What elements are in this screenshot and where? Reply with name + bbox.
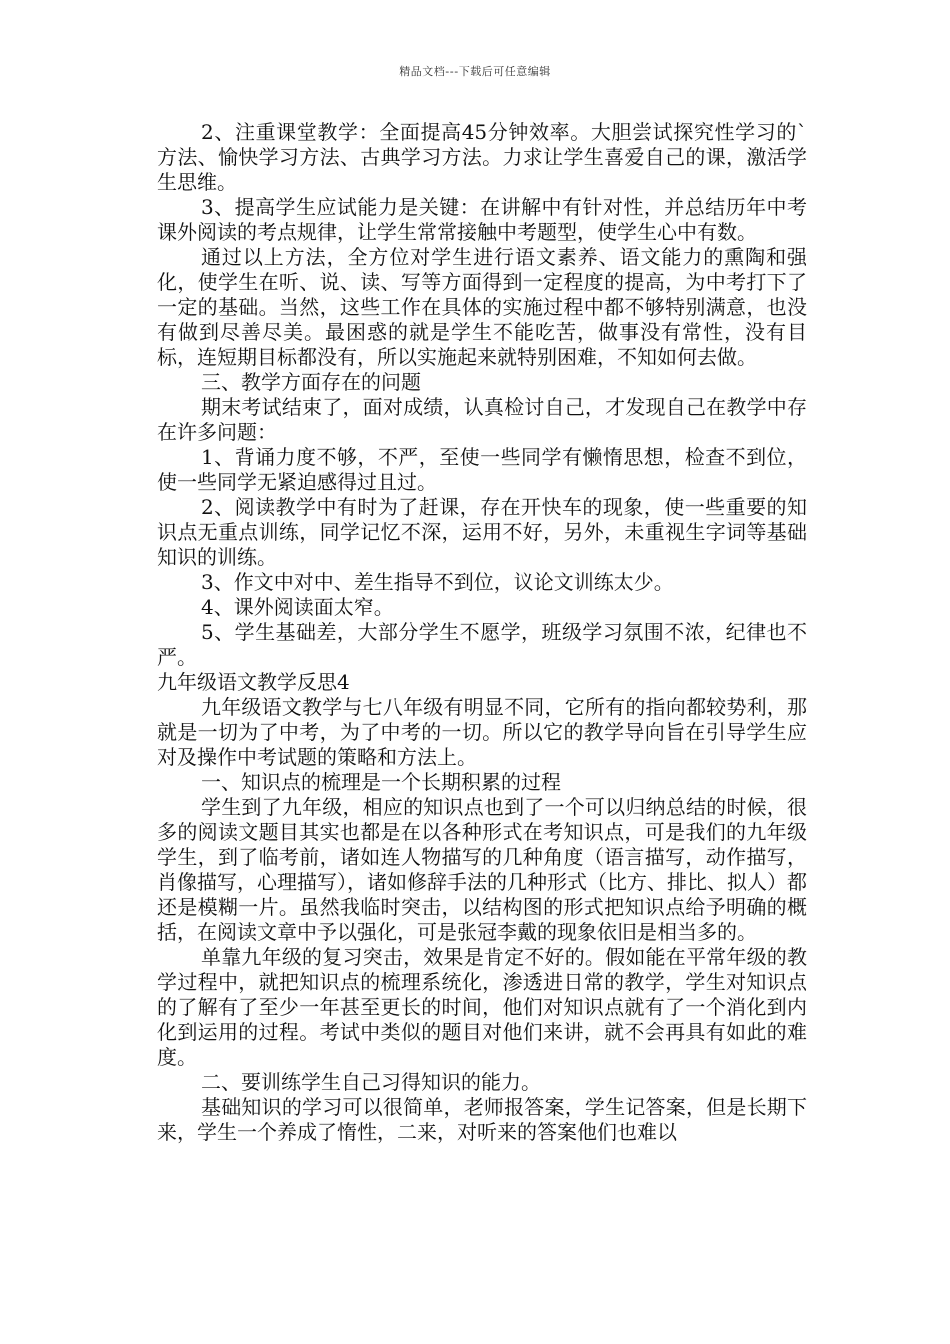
paragraph: 期末考试结束了，面对成绩，认真检讨自己，才发现自己在教学中存在许多问题： — [157, 395, 807, 444]
list-item: 1、背诵力度不够，不严，至使一些同学有懒惰思想，检查不到位，使一些同学无紧迫感得过且过。 — [157, 445, 807, 494]
paragraph: 2、注重课堂教学：全面提高45分钟效率。大胆尝试探究性学习的`方法、愉快学习方法、古典学习方法。力求让学生喜爱自己的课，激活学生思维。 — [157, 120, 807, 194]
list-item: 5、学生基础差，大部分学生不愿学，班级学习氛围不浓，纪律也不严。 — [157, 620, 807, 669]
article-title: 九年级语文教学反思4 — [157, 670, 350, 694]
list-item: 3、作文中对中、差生指导不到位，议论文训练太少。 — [201, 570, 674, 594]
section-heading: 三、教学方面存在的问题 — [201, 370, 421, 394]
list-item: 2、阅读教学中有时为了赶课，存在开快车的现象，使一些重要的知识点无重点训练，同学记忆不深，运用不好，另外，未重视生字词等基础知识的训练。 — [157, 495, 807, 569]
list-item: 4、课外阅读面太窄。 — [201, 595, 394, 619]
page-header: 精品文档---下载后可任意编辑 — [399, 65, 551, 78]
section-heading: 二、要训练学生自己习得知识的能力。 — [201, 1070, 541, 1094]
section-heading: 一、知识点的梳理是一个长期积累的过程 — [201, 770, 561, 794]
paragraph: 基础知识的学习可以很简单，老师报答案，学生记答案，但是长期下来，学生一个养成了惰性，二来，对听来的答案他们也难以 — [157, 1095, 807, 1144]
paragraph: 3、提高学生应试能力是关键：在讲解中有针对性，并总结历年中考课外阅读的考点规律，让学生常常接触中考题型，使学生心中有数。 — [157, 195, 807, 244]
paragraph: 学生到了九年级，相应的知识点也到了一个可以归纳总结的时候，很多的阅读文题目其实也都是在以各种形式在考知识点，可是我们的九年级学生，到了临考前，诸如连人物描写的几种角度（语言描写，动作描写，肖像描写，心理描写），诸如修辞手法的几种形式（比方、排比、拟人）都还是模糊一片。虽然我临时突击，以结构图的形式把知识点给予明确的概括，在阅读文章中予以强化，可是张冠李戴的现象依旧是相当多的。 — [157, 795, 807, 944]
paragraph: 九年级语文教学与七八年级有明显不同，它所有的指向都较势利，那就是一切为了中考，为了中考的一切。所以它的教学导向旨在引导学生应对及操作中考试题的策略和方法上。 — [157, 695, 807, 769]
paragraph: 单靠九年级的复习突击，效果是肯定不好的。假如能在平常年级的教学过程中，就把知识点的梳理系统化，渗透进日常的教学，学生对知识点的了解有了至少一年甚至更长的时间，他们对知识点就有了一个消化到内化到运用的过程。考试中类似的题目对他们来讲，就不会再具有如此的难度。 — [157, 945, 807, 1069]
paragraph: 通过以上方法，全方位对学生进行语文素养、语文能力的熏陶和强化，使学生在听、说、读、写等方面得到一定程度的提高，为中考打下了一定的基础。当然，这些工作在具体的实施过程中都不够特别满意，也没有做到尽善尽美。最困惑的就是学生不能吃苦，做事没有常性，没有目标，连短期目标都没有，所以实施起来就特别困难，不知如何去做。 — [157, 245, 807, 369]
document-body — [157, 120, 807, 1145]
